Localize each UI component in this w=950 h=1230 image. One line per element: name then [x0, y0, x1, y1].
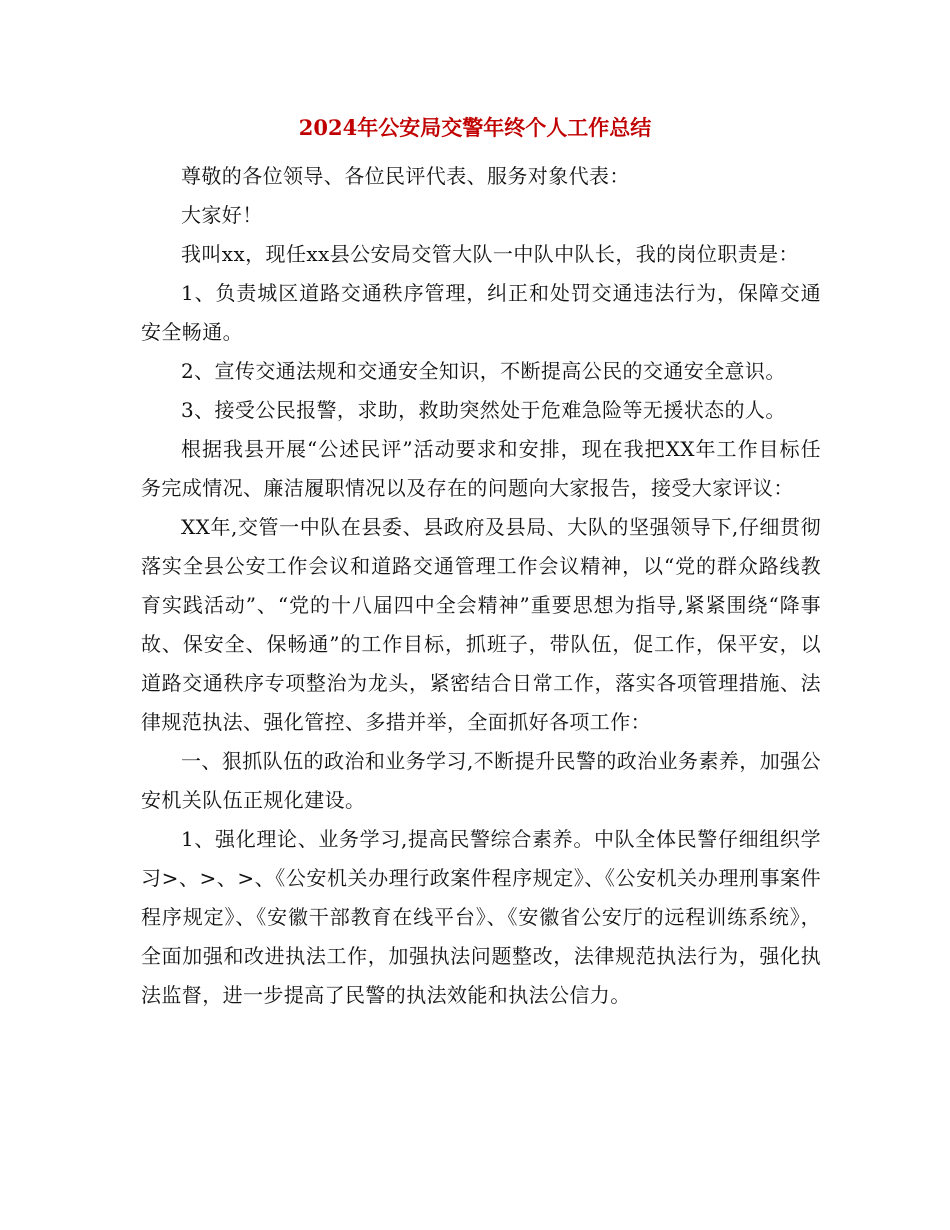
introduction-paragraph: 我叫xx，现任xx县公安局交管大队一中队中队长，我的岗位职责是： [181, 242, 799, 266]
report-intro-paragraph: 根据我县开展“公述民评”活动要求和安排，现在我把XX年工作目标任务完成情况、廉洁履职情况以及存在的问题向大家报告，接受大家评议： [141, 437, 821, 500]
salutation-paragraph: 尊敬的各位领导、各位民评代表、服务对象代表： [181, 164, 630, 188]
annual-overview-paragraph: XX年,交管一中队在县委、县政府及县局、大队的坚强领导下,仔细贯彻落实全县公安工作会议和道路交通管理工作会议精神，以“党的群众路线教育实践活动”、“党的十八届四中全会精神”重要思想为指导,紧紧围绕“降事故、保安全、保畅通”的工作目标，抓班子，带队伍，促工作，保平安，以道路交通秩序专项整治为龙头，紧密结合日常工作，落实各项管理措施、法律规范执法、强化管控、多措并举，全面抓好各项工作： [141, 515, 821, 734]
document-title: 2024年公安局交警年终个人工作总结 [298, 115, 652, 140]
document-body [141, 157, 821, 1015]
duty-item-2: 2、宣传交通法规和交通安全知识，不断提高公民的交通安全意识。 [181, 359, 786, 383]
duty-item-1: 1、负责城区道路交通秩序管理，纠正和处罚交通违法行为，保障交通安全畅通。 [141, 281, 821, 344]
duty-item-3: 3、接受公民报警，求助，救助突然处于危难急险等无援状态的人。 [181, 398, 786, 422]
greeting-paragraph: 大家好！ [181, 203, 263, 227]
section-item-1: 1、强化理论、业务学习,提高民警综合素养。中队全体民警仔细组织学习>、>、>、《公安机关办理行政案件程序规定》、《公安机关办理刑事案件程序规定》、《安徽干部教育在线平台》、《安徽省公安厅的远程训练系统》，全面加强和改进执法工作，加强执法问题整改，法律规范执法行为，强化执法监督，进一步提高了民警的执法效能和执法公信力。 [141, 827, 821, 1007]
section-heading-1: 一、狠抓队伍的政治和业务学习,不断提升民警的政治业务素养，加强公安机关队伍正规化建设。 [141, 749, 821, 812]
